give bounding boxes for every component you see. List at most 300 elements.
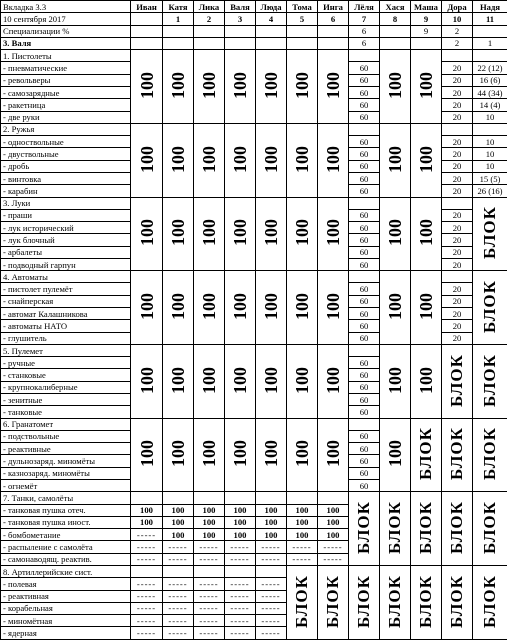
- score-cell: [163, 418, 194, 492]
- score-cell: [225, 123, 256, 197]
- value-cell: 60: [349, 185, 380, 197]
- section-item-label: - самонаводящ. реактив.: [1, 553, 131, 565]
- summary-cell: [131, 37, 163, 49]
- block-cell: [473, 344, 507, 418]
- column-header-name: Люда: [256, 1, 287, 13]
- section-item-label: - винтовка: [1, 172, 131, 184]
- score-cell: [225, 344, 256, 418]
- empty-cell: [442, 197, 473, 209]
- summary-cell: [473, 25, 507, 37]
- section-item-label: - снайперская: [1, 295, 131, 307]
- block-text: БЛОК: [354, 501, 373, 555]
- block-text: БЛОК: [416, 574, 435, 628]
- empty-cell: [442, 50, 473, 62]
- value-cell: 20: [442, 185, 473, 197]
- score-cell: [380, 344, 411, 418]
- value-cell: 100: [318, 516, 349, 528]
- value-cell: -----: [256, 590, 287, 602]
- column-number: 1: [163, 13, 194, 25]
- value-cell: 60: [349, 111, 380, 123]
- value-cell: 20: [442, 246, 473, 258]
- score-text: 100: [136, 440, 157, 468]
- block-text: БЛОК: [447, 353, 466, 407]
- value-cell: -----: [194, 541, 225, 553]
- value-cell: 60: [349, 467, 380, 479]
- score-cell: [194, 123, 225, 197]
- score-text: 100: [416, 71, 436, 99]
- value-cell: -----: [163, 578, 194, 590]
- value-cell: -----: [194, 590, 225, 602]
- value-cell: 20: [442, 283, 473, 295]
- section-item-label: - дробь: [1, 160, 131, 172]
- empty-cell: [287, 492, 318, 504]
- section-item-label: - реактивные: [1, 443, 131, 455]
- empty-cell: [442, 123, 473, 135]
- header-names-row: [1, 1, 507, 13]
- summary-cell: [380, 25, 411, 37]
- block-cell: [349, 492, 380, 566]
- value-cell: -----: [256, 602, 287, 614]
- score-cell: [163, 50, 194, 124]
- score-cell: [256, 344, 287, 418]
- score-cell: [256, 271, 287, 345]
- score-text: 100: [323, 219, 343, 247]
- score-cell: [225, 271, 256, 345]
- block-cell: [380, 565, 411, 639]
- value-cell: -----: [256, 615, 287, 627]
- value-cell: 100: [318, 529, 349, 541]
- summary-cell: 2: [442, 25, 473, 37]
- block-cell: [380, 492, 411, 566]
- value-cell: 20: [442, 172, 473, 184]
- section-item-label: - револьверы: [1, 74, 131, 86]
- block-cell: [442, 418, 473, 492]
- value-cell: 20: [442, 209, 473, 221]
- section-title-row: [1, 271, 507, 283]
- score-text: 100: [323, 71, 343, 99]
- section-item-label: - лук исторический: [1, 222, 131, 234]
- section-item-label: - огнемёт: [1, 479, 131, 491]
- value-cell: -----: [225, 627, 256, 640]
- column-number: [131, 13, 163, 25]
- column-number: 6: [318, 13, 349, 25]
- value-cell: 60: [349, 394, 380, 406]
- score-text: 100: [168, 366, 188, 394]
- summary-label: Специализации %: [1, 25, 131, 37]
- value-cell: 100: [194, 516, 225, 528]
- value-cell: 60: [349, 443, 380, 455]
- block-text: БЛОК: [447, 574, 466, 628]
- score-text: 100: [292, 366, 312, 394]
- empty-cell: [194, 492, 225, 504]
- score-cell: [256, 197, 287, 271]
- score-cell: [194, 344, 225, 418]
- block-text: БЛОК: [354, 574, 373, 628]
- section-title: 5. Пулемет: [1, 344, 131, 356]
- value-cell: 20: [442, 295, 473, 307]
- column-header-name: Тома: [287, 1, 318, 13]
- score-text: 100: [199, 219, 219, 247]
- score-text: 100: [416, 293, 436, 321]
- score-cell: [411, 197, 442, 271]
- value-cell: 44 (34): [473, 86, 507, 98]
- summary-cell: [194, 37, 225, 49]
- value-cell: 10: [473, 160, 507, 172]
- block-cell: [473, 492, 507, 566]
- summary-cell: [380, 37, 411, 49]
- value-cell: 20: [442, 258, 473, 270]
- value-cell: -----: [163, 602, 194, 614]
- summary-cell: [318, 37, 349, 49]
- summary-row: [1, 25, 507, 37]
- column-header-name: Надя: [473, 1, 507, 13]
- value-cell: 20: [442, 86, 473, 98]
- summary-cell: 2: [442, 37, 473, 49]
- value-cell: 60: [349, 283, 380, 295]
- score-cell: [287, 418, 318, 492]
- value-cell: 14 (4): [473, 99, 507, 111]
- score-cell: [411, 271, 442, 345]
- score-cell: [256, 418, 287, 492]
- score-cell: [380, 418, 411, 492]
- value-cell: -----: [256, 627, 287, 640]
- section-item-label: - глушитель: [1, 332, 131, 344]
- value-cell: 60: [349, 222, 380, 234]
- value-cell: 100: [194, 529, 225, 541]
- score-text: 100: [230, 293, 250, 321]
- block-cell: [318, 565, 349, 639]
- value-cell: 10: [473, 136, 507, 148]
- score-cell: [131, 271, 163, 345]
- block-text: БЛОК: [480, 206, 499, 260]
- value-cell: -----: [131, 541, 163, 553]
- score-text: 100: [416, 219, 436, 247]
- score-text: 100: [136, 366, 157, 394]
- score-text: 100: [416, 145, 436, 173]
- value-cell: 60: [349, 74, 380, 86]
- score-text: 100: [168, 440, 188, 468]
- section-title-row: [1, 418, 507, 430]
- score-cell: [380, 123, 411, 197]
- empty-cell: [349, 271, 380, 283]
- block-text: БЛОК: [385, 574, 404, 628]
- block-cell: [442, 344, 473, 418]
- value-cell: -----: [163, 627, 194, 640]
- section-title: 2. Ружья: [1, 123, 131, 135]
- value-cell: 10: [473, 111, 507, 123]
- score-cell: [318, 50, 349, 124]
- value-cell: -----: [256, 578, 287, 590]
- block-text: БЛОК: [323, 574, 342, 628]
- score-cell: [131, 197, 163, 271]
- value-cell: -----: [225, 553, 256, 565]
- summary-cell: [194, 25, 225, 37]
- score-cell: [287, 50, 318, 124]
- value-cell: 100: [256, 504, 287, 516]
- score-cell: [380, 197, 411, 271]
- section-item-label: - корабельная: [1, 602, 131, 614]
- score-cell: [256, 123, 287, 197]
- empty-cell: [318, 492, 349, 504]
- value-cell: 60: [349, 320, 380, 332]
- value-cell: -----: [131, 553, 163, 565]
- section-item-label: - одноствольные: [1, 136, 131, 148]
- value-cell: 20: [442, 320, 473, 332]
- value-cell: 100: [256, 516, 287, 528]
- score-cell: [411, 50, 442, 124]
- value-cell: 22 (12): [473, 62, 507, 74]
- value-cell: -----: [131, 578, 163, 590]
- summary-cell: [318, 25, 349, 37]
- value-cell: 60: [349, 86, 380, 98]
- score-cell: [225, 197, 256, 271]
- score-cell: [225, 418, 256, 492]
- score-text: 100: [261, 293, 281, 321]
- block-cell: [411, 418, 442, 492]
- score-cell: [411, 344, 442, 418]
- section-title: 6. Гранатомет: [1, 418, 131, 430]
- score-text: 100: [230, 366, 250, 394]
- value-cell: 60: [349, 357, 380, 369]
- value-cell: 60: [349, 455, 380, 467]
- header-numbers-row: [1, 13, 507, 25]
- column-number: 8: [380, 13, 411, 25]
- section-title: 1. Пистолеты: [1, 50, 131, 62]
- section-title-row: [1, 197, 507, 209]
- value-cell: -----: [163, 590, 194, 602]
- section-item-label: - две руки: [1, 111, 131, 123]
- score-text: 100: [168, 145, 188, 173]
- value-cell: 60: [349, 136, 380, 148]
- block-cell: [473, 271, 507, 345]
- column-header-name: Маша: [411, 1, 442, 13]
- empty-cell: [163, 565, 194, 577]
- value-cell: 20: [442, 332, 473, 344]
- value-cell: -----: [194, 627, 225, 640]
- block-text: БЛОК: [447, 427, 466, 481]
- section-item-label: - бомбометание: [1, 529, 131, 541]
- empty-cell: [442, 271, 473, 283]
- section-item-label: - дульнозаряд. миномёты: [1, 455, 131, 467]
- column-header-name: Катя: [163, 1, 194, 13]
- value-cell: 16 (6): [473, 74, 507, 86]
- score-cell: [411, 123, 442, 197]
- empty-cell: [473, 50, 507, 62]
- section-item-label: - самозарядные: [1, 86, 131, 98]
- block-cell: [411, 565, 442, 639]
- value-cell: 20: [442, 234, 473, 246]
- empty-cell: [225, 565, 256, 577]
- section-item-label: - зенитные: [1, 394, 131, 406]
- block-text: БЛОК: [480, 501, 499, 555]
- score-text: 100: [323, 145, 343, 173]
- value-cell: 100: [225, 529, 256, 541]
- empty-cell: [256, 565, 287, 577]
- block-cell: [287, 565, 318, 639]
- score-text: 100: [292, 293, 312, 321]
- value-cell: 100: [225, 504, 256, 516]
- summary-cell: [225, 25, 256, 37]
- column-header-name: Лика: [194, 1, 225, 13]
- column-number: 3: [225, 13, 256, 25]
- value-cell: 60: [349, 99, 380, 111]
- score-text: 100: [261, 366, 281, 394]
- score-text: 100: [230, 219, 250, 247]
- empty-cell: [194, 565, 225, 577]
- value-cell: -----: [131, 529, 163, 541]
- block-cell: [349, 565, 380, 639]
- section-item-label: - танковые: [1, 406, 131, 418]
- value-cell: -----: [131, 615, 163, 627]
- section-title: 4. Автоматы: [1, 271, 131, 283]
- section-item-label: - автомат Калашникова: [1, 308, 131, 320]
- tab-label: Вкладка 3.3: [1, 1, 131, 13]
- score-text: 100: [199, 71, 219, 99]
- score-cell: [163, 123, 194, 197]
- value-cell: -----: [225, 541, 256, 553]
- summary-cell: 6: [349, 37, 380, 49]
- summary-cell: [163, 25, 194, 37]
- section-item-label: - реактивная: [1, 590, 131, 602]
- value-cell: -----: [287, 553, 318, 565]
- score-text: 100: [230, 71, 250, 99]
- value-cell: 20: [442, 62, 473, 74]
- value-cell: 100: [318, 504, 349, 516]
- summary-cell: [411, 37, 442, 49]
- block-text: БЛОК: [292, 574, 311, 628]
- score-cell: [194, 50, 225, 124]
- score-cell: [287, 123, 318, 197]
- score-text: 100: [261, 145, 281, 173]
- score-cell: [256, 50, 287, 124]
- value-cell: 60: [349, 209, 380, 221]
- value-cell: 60: [349, 234, 380, 246]
- block-text: БЛОК: [385, 501, 404, 555]
- column-header-name: Дора: [442, 1, 473, 13]
- value-cell: 60: [349, 308, 380, 320]
- score-cell: [318, 271, 349, 345]
- summary-cell: 9: [411, 25, 442, 37]
- section-item-label: - карабин: [1, 185, 131, 197]
- score-text: 100: [416, 366, 436, 394]
- score-cell: [131, 344, 163, 418]
- section-title-row: [1, 492, 507, 504]
- score-cell: [318, 344, 349, 418]
- summary-label: 3. Валя: [1, 37, 131, 49]
- value-cell: 60: [349, 295, 380, 307]
- block-cell: [442, 565, 473, 639]
- value-cell: 20: [442, 222, 473, 234]
- score-cell: [380, 271, 411, 345]
- empty-cell: [349, 344, 380, 356]
- section-title-row: [1, 123, 507, 135]
- score-text: 100: [230, 440, 250, 468]
- section-item-label: - ракетница: [1, 99, 131, 111]
- summary-cell: [287, 25, 318, 37]
- column-header-name: Валя: [225, 1, 256, 13]
- section-item-label: - ядерная: [1, 627, 131, 640]
- value-cell: 60: [349, 246, 380, 258]
- score-cell: [163, 197, 194, 271]
- value-cell: 10: [473, 148, 507, 160]
- block-text: БЛОК: [480, 280, 499, 334]
- score-cell: [163, 271, 194, 345]
- value-cell: -----: [318, 541, 349, 553]
- value-cell: -----: [225, 578, 256, 590]
- value-cell: 100: [225, 516, 256, 528]
- score-text: 100: [323, 440, 343, 468]
- section-item-label: - арбалеты: [1, 246, 131, 258]
- block-cell: [473, 418, 507, 492]
- column-header-name: Хася: [380, 1, 411, 13]
- section-title-row: [1, 50, 507, 62]
- block-text: БЛОК: [480, 574, 499, 628]
- value-cell: -----: [131, 590, 163, 602]
- empty-cell: [225, 492, 256, 504]
- score-text: 100: [261, 440, 281, 468]
- section-item-label: - полевая: [1, 578, 131, 590]
- section-item-label: - станковые: [1, 369, 131, 381]
- value-cell: 20: [442, 148, 473, 160]
- section-title: 7. Танки, самолёты: [1, 492, 131, 504]
- value-cell: -----: [131, 602, 163, 614]
- score-cell: [131, 123, 163, 197]
- score-cell: [225, 50, 256, 124]
- section-title: 8. Артиллерийские сист.: [1, 565, 131, 577]
- score-text: 100: [168, 71, 188, 99]
- section-item-label: - танковая пушка отеч.: [1, 504, 131, 516]
- score-text: 100: [136, 145, 157, 173]
- column-header-name: Иван: [131, 1, 163, 13]
- empty-cell: [349, 197, 380, 209]
- empty-cell: [256, 492, 287, 504]
- empty-cell: [163, 492, 194, 504]
- value-cell: -----: [194, 578, 225, 590]
- value-cell: -----: [131, 627, 163, 640]
- value-cell: -----: [225, 615, 256, 627]
- score-cell: [287, 197, 318, 271]
- score-text: 100: [199, 440, 219, 468]
- section-item-label: - пневматические: [1, 62, 131, 74]
- column-header-name: Лёля: [349, 1, 380, 13]
- value-cell: 100: [131, 504, 163, 516]
- value-cell: -----: [194, 553, 225, 565]
- score-text: 100: [385, 440, 405, 468]
- value-cell: 100: [194, 504, 225, 516]
- value-cell: 100: [287, 516, 318, 528]
- block-cell: [442, 492, 473, 566]
- value-cell: 100: [163, 504, 194, 516]
- date-label: 10 сентября 2017: [1, 13, 131, 25]
- section-title: 3. Луки: [1, 197, 131, 209]
- score-text: 100: [292, 440, 312, 468]
- section-title-row: [1, 344, 507, 356]
- value-cell: -----: [163, 541, 194, 553]
- section-item-label: - миномётная: [1, 615, 131, 627]
- value-cell: 100: [287, 504, 318, 516]
- column-number: 10: [442, 13, 473, 25]
- score-text: 100: [136, 71, 157, 99]
- value-cell: 20: [442, 308, 473, 320]
- score-text: 100: [323, 293, 343, 321]
- score-text: 100: [385, 293, 405, 321]
- value-cell: 20: [442, 136, 473, 148]
- empty-cell: [473, 123, 507, 135]
- section-item-label: - крупнокалиберные: [1, 381, 131, 393]
- value-cell: 15 (5): [473, 172, 507, 184]
- value-cell: 100: [256, 529, 287, 541]
- section-item-label: - танковая пушка иност.: [1, 516, 131, 528]
